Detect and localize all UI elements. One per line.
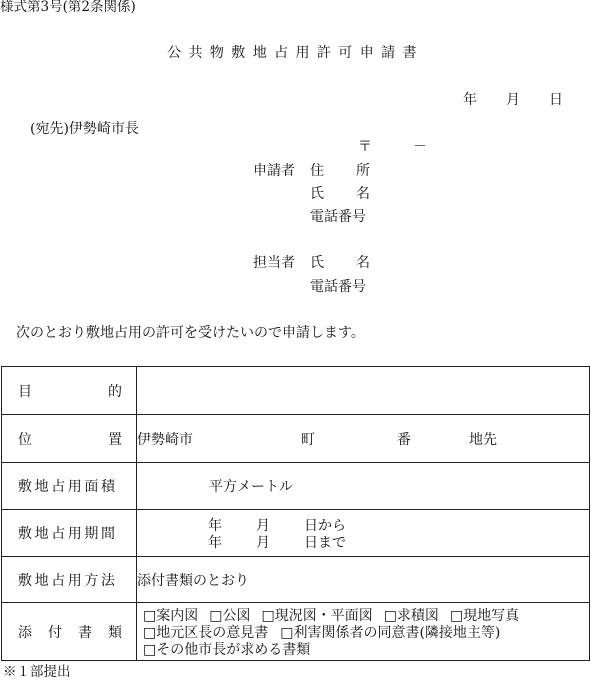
- date-day: 日: [549, 92, 563, 108]
- checkbox-map[interactable]: □案内図: [143, 607, 199, 624]
- submission-note: ※１部提出: [3, 664, 71, 680]
- purpose-value[interactable]: [137, 367, 590, 415]
- contact-name-label-1: 氏: [310, 255, 324, 271]
- checkbox-other-docs[interactable]: □その他市長が求める書類: [143, 641, 311, 658]
- attachments-line-3: [143, 640, 589, 657]
- contact-phone-label: 電話番号: [310, 279, 366, 295]
- attachments-label-1: 添: [18, 624, 32, 641]
- row-method: [2, 557, 590, 603]
- applicant-role-label: 申請者: [253, 163, 295, 179]
- attachments-line-2: [143, 623, 589, 640]
- postal-dash: －: [413, 139, 427, 155]
- checkbox-site-plan[interactable]: □現況図・平面図: [261, 607, 373, 624]
- row-location: [2, 415, 590, 463]
- period-from: [137, 516, 589, 533]
- period-to-month: 月: [256, 534, 270, 551]
- address-label-1: 住: [310, 163, 324, 179]
- addressee: (宛先)伊勢崎市長: [30, 121, 139, 137]
- form-number-label: 様式第3号(第2条関係): [0, 0, 136, 15]
- location-value[interactable]: [137, 415, 590, 463]
- location-banchi: 番: [397, 431, 411, 448]
- contact-name-label-2: 名: [356, 255, 370, 271]
- row-attachments: [2, 603, 590, 661]
- row-area: [2, 463, 590, 510]
- attachments-label-2: 付: [48, 624, 62, 641]
- purpose-label-cell: [2, 367, 137, 415]
- checkbox-district-opinion[interactable]: □地元区長の意見書: [143, 624, 269, 641]
- checkbox-stakeholder-consent[interactable]: □利害関係者の同意書(隣接地主等): [280, 624, 501, 641]
- phone-label: 電話番号: [310, 209, 366, 225]
- period-from-year: 年: [208, 517, 222, 534]
- method-label-cell: [2, 557, 137, 603]
- application-table: [1, 366, 590, 661]
- period-to: [137, 533, 589, 550]
- row-period: [2, 510, 590, 557]
- area-unit: 平方メートル: [209, 479, 293, 495]
- location-label-cell: [2, 415, 137, 463]
- attachments-line-1: [143, 606, 589, 623]
- period-label-cell: [2, 510, 137, 557]
- contact-role-label: 担当者: [253, 255, 295, 271]
- area-label: 敷地占用面積: [18, 479, 118, 495]
- document-title: 公共物敷地占用許可申請書: [167, 45, 424, 61]
- purpose-label-2: 的: [108, 383, 122, 400]
- postal-mark: 〒: [358, 139, 372, 155]
- attachments-label-cell: [2, 603, 137, 661]
- period-value[interactable]: [137, 510, 590, 557]
- period-from-day: 日から: [304, 517, 346, 534]
- name-label-2: 名: [356, 186, 370, 202]
- address-label-2: 所: [356, 163, 370, 179]
- method-label: 敷地占用方法: [18, 572, 118, 589]
- row-purpose: [2, 367, 590, 415]
- attachments-label-4: 類: [108, 624, 122, 641]
- date-year: 年: [463, 92, 477, 108]
- location-label-2: 置: [108, 431, 122, 448]
- location-town: 町: [301, 431, 315, 448]
- checkbox-cadastral[interactable]: □公図: [209, 607, 251, 624]
- area-value[interactable]: [137, 463, 590, 510]
- location-chisaki: 地先: [469, 431, 497, 448]
- period-to-year: 年: [208, 534, 222, 551]
- intro-statement: 次のとおり敷地占用の許可を受けたいので申請します。: [16, 325, 365, 341]
- date-month: 月: [506, 92, 520, 108]
- purpose-label-1: 目: [18, 383, 32, 400]
- attachments-label-3: 書: [78, 624, 92, 641]
- location-city: 伊勢崎市: [137, 431, 193, 448]
- area-label-cell: [2, 463, 137, 510]
- attachments-list: [137, 603, 590, 661]
- name-label-1: 氏: [310, 186, 324, 202]
- method-value[interactable]: 添付書類のとおり: [137, 557, 590, 603]
- period-to-day: 日まで: [304, 534, 346, 551]
- checkbox-photos[interactable]: □現地写真: [449, 607, 520, 624]
- period-label: 敷地占用期間: [18, 526, 118, 542]
- period-from-month: 月: [256, 517, 270, 534]
- location-label-1: 位: [18, 431, 32, 448]
- checkbox-area-calc[interactable]: □求積図: [383, 607, 439, 624]
